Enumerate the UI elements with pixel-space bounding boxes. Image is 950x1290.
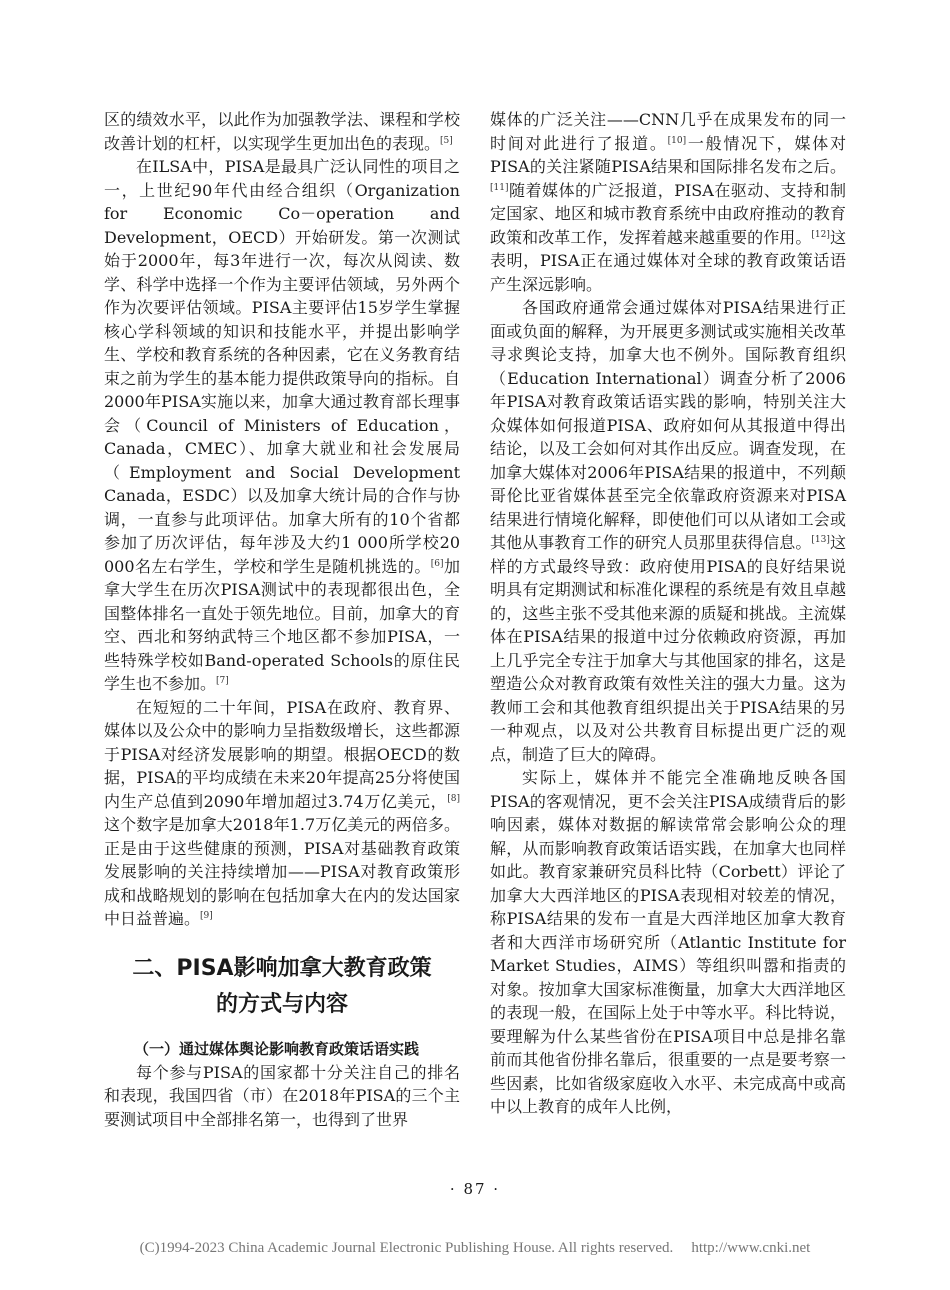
section-title-line-2: 的方式与内容 <box>215 991 348 1017</box>
citation-ref[interactable]: [10] <box>667 135 687 146</box>
footer <box>0 1240 950 1257</box>
paragraph-1: 区的绩效水平，以此作为加强教学法、课程和学校改善计划的杠杆，以实现学生更加出色的表现。[5] <box>104 110 460 153</box>
paragraph-4: 每个参与PISA的国家都十分关注自己的排名和表现，我国四省（市）在2018年PISA的三个主要测试项目中全部排名第一，也得到了世界 <box>104 1062 460 1129</box>
citation-ref[interactable]: [7] <box>216 676 229 686</box>
left-column <box>104 108 460 1131</box>
citation-ref[interactable]: [8] <box>447 793 460 804</box>
right-column <box>490 108 846 1119</box>
citation-ref[interactable]: [13] <box>811 535 830 545</box>
citation-ref[interactable]: [11] <box>490 182 509 193</box>
page-number: · 87 · <box>449 1180 501 1198</box>
copyright-notice: (C)1994-2023 China Academic Journal Electronic Publishing House. All rights reserved. <box>139 1240 674 1256</box>
paragraph-6: 各国政府通常会通过媒体对PISA结果进行正面或负面的解释，为开展更多测试或实施相关改革寻求舆论支持，加拿大也不例外。国际教育组织（Education International）调查分析了2006年PISA对教育政策话语实践的影响，特别关注大众媒体如何报道PISA、政府如何从其报道中得出结论，以及工会如何对其作出反应。调查发现，在加拿大媒体对2006年PISA结果的报道中，不列颠哥伦比亚省媒体甚至完全依靠政府资源来对PISA结果进行情境化解释，即使他们可以从诸如工会或其他从事教育工作的研究人员那里获得信息。[13]这样的方式最终导致：政府使用PISA的良好结果说明具有定期测试和标准化课程的系统是有效且卓越的，这些主张不受其他来源的质疑和挑战。主流媒体在PISA结果的报道中过分依赖政府资源，再加上几乎完全专注于加拿大与其他国家的排名，这是塑造公众对教育政策有效性关注的强大力量。这为教师工会和其他教育组织提出关于PISA结果的另一种观点，以及对公共教育目标提出更广泛的观点，制造了巨大的障碍。 <box>490 298 846 764</box>
footer-url-link[interactable]: http://www.cnki.net <box>691 1240 811 1256</box>
paragraph-7: 实际上，媒体并不能完全准确地反映各国PISA的客观情况，更不会关注PISA成绩背后的影响因素，媒体对数据的解读常常会影响公众的理解，从而影响教育政策话语实践，在加拿大也同样如此。教育家兼研究员科比特（Corbett）评论了加拿大大西洋地区的PISA表现相对较差的情况，称PISA结果的发布一直是大西洋地区加拿大教育者和大西洋市场研究所（Atlantic Institute for Market Studies，AIMS）等组织叫嚣和指责的对象。按加拿大国家标准衡量，加拿大大西洋地区的表现一般，在国际上处于中等水平。科比特说，要理解为什么某些省份在PISA项目中总是排名靠前而其他省份排名靠后，很重要的一点是要考察一些因素，比如省级家庭收入水平、未完成高中或高中以上教育的成年人比例， <box>490 768 846 1116</box>
section-title-line-1: 二、PISA影响加拿大教育政策 <box>132 955 432 981</box>
citation-ref[interactable]: [12] <box>811 229 830 240</box>
section-title <box>104 951 460 1023</box>
citation-ref[interactable]: [5] <box>440 135 453 146</box>
citation-ref[interactable]: [6] <box>430 558 444 569</box>
citation-ref[interactable]: [9] <box>200 911 213 921</box>
paragraph-2: 在ILSA中，PISA是最具广泛认同性的项目之一，上世纪90年代由经合组织（Organization for Economic Co－operation and Development，OECD）开始研发。第一次测试始于2000年，每3年进行一次，每次从阅读、数学、科学中选择一个作为主要评估领域，另外两个作为次要评估领域。PISA主要评估15岁学生掌握核心学科领域的知识和技能水平，并提出影响学生、学校和教育系统的各种因素，它在义务教育结束之前为学生的基本能力提供政策导向的指标。自2000年PISA实施以来，加拿大通过教育部长理事会（Council of Ministers of Education，Canada，CMEC）、加拿大就业和社会发展局（Employment and Social Development Canada，ESDC）以及加拿大统计局的合作与协调，一直参与此项评估。加拿大所有的10个省都参加了历次评估，每年涉及大约1 000所学校20 000名左右学生，学校和学生是随机挑选的。[6]加拿大学生在历次PISA测试中的表现都很出色，全国整体排名一直处于领先地位。目前，加拿大的育空、西北和努纳武特三个地区都不参加PISA，一些特殊学校如Band-operated Schools的原住民学生也不参加。[7] <box>104 157 460 693</box>
subsection-title: （一）通过媒体舆论影响教育政策话语实践 <box>134 1039 420 1058</box>
paragraph-3: 在短短的二十年间，PISA在政府、教育界、媒体以及公众中的影响力呈指数级增长，这些都源于PISA对经济发展影响的期望。根据OECD的数据，PISA的平均成绩在未来20年提高25分将使国内生产总值到2090年增加超过3.74万亿美元，[8]这个数字是加拿大2018年1.7万亿美元的两倍多。正是由于这些健康的预测，PISA对基础教育政策发展影响的关注持续增加——PISA对教育政策形成和战略规划的影响在包括加拿大在内的发达国家中日益普遍。[9] <box>104 697 460 928</box>
paragraph-5: 媒体的广泛关注——CNN几乎在成果发布的同一时间对此进行了报道。[10]一般情况下，媒体对PISA的关注紧随PISA结果和国际排名发布之后。[11]随着媒体的广泛报道，PISA在驱动、支持和制定国家、地区和城市教育系统中由政府推动的教育政策和改革工作，发挥着越来越重要的作用。[12]这表明，PISA正在通过媒体对全球的教育政策话语产生深远影响。 <box>490 110 846 294</box>
